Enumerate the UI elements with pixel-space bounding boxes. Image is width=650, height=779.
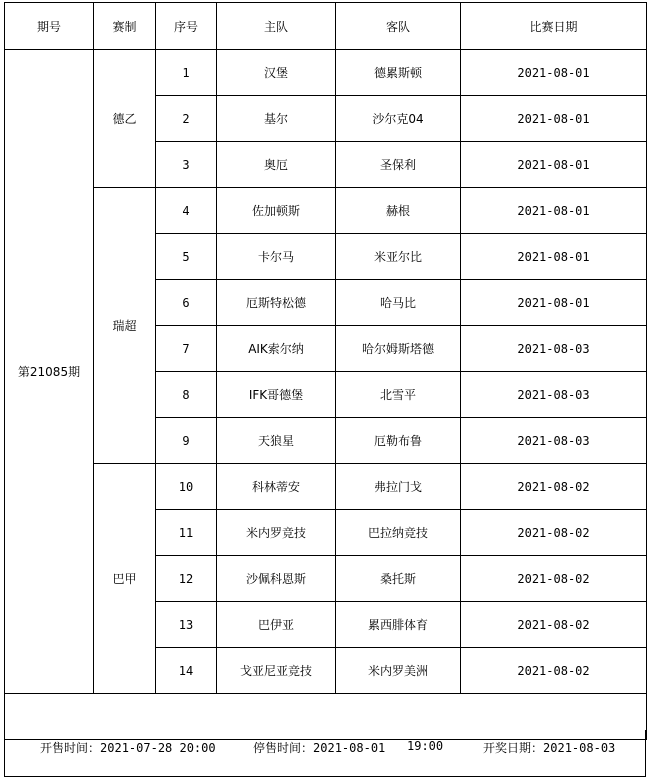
away-team-cell: 厄勒布鲁 [336, 418, 461, 464]
sale-stop-label: 停售时间： [253, 741, 314, 755]
away-team-cell: 圣保利 [336, 142, 461, 188]
home-team-cell: 奥厄 [217, 142, 336, 188]
seq-cell: 10 [156, 464, 217, 510]
sale-stop-info [253, 739, 385, 756]
away-team-cell: 累西腓体育 [336, 602, 461, 648]
match-date-cell: 2021-08-01 [461, 142, 647, 188]
home-team-cell: 科林蒂安 [217, 464, 336, 510]
sale-start-info [40, 739, 216, 756]
header-issue: 期号 [5, 3, 94, 50]
seq-cell: 2 [156, 96, 217, 142]
home-team-cell: 米内罗竞技 [217, 510, 336, 556]
seq-cell: 3 [156, 142, 217, 188]
home-team-cell: AIK索尔纳 [217, 326, 336, 372]
sale-info-footer [4, 730, 646, 777]
match-date-cell: 2021-08-02 [461, 510, 647, 556]
home-team-cell: 厄斯特松德 [217, 280, 336, 326]
issue-number-cell: 第21085期 [5, 50, 94, 694]
home-team-cell: IFK哥德堡 [217, 372, 336, 418]
sale-stop-time: 19:00 [407, 739, 444, 753]
home-team-cell: 戈亚尼亚竞技 [217, 648, 336, 694]
draw-date-value: 2021-08-03 [543, 741, 616, 755]
seq-cell: 11 [156, 510, 217, 556]
seq-cell: 9 [156, 418, 217, 464]
home-team-cell: 天狼星 [217, 418, 336, 464]
home-team-cell: 佐加顿斯 [217, 188, 336, 234]
match-date-cell: 2021-08-01 [461, 50, 647, 96]
seq-cell: 5 [156, 234, 217, 280]
sale-start-value: 2021-07-28 20:00 [100, 741, 216, 755]
away-team-cell: 赫根 [336, 188, 461, 234]
seq-cell: 1 [156, 50, 217, 96]
match-date-cell: 2021-08-02 [461, 648, 647, 694]
seq-cell: 4 [156, 188, 217, 234]
competition-cell: 巴甲 [94, 464, 156, 694]
match-date-cell: 2021-08-03 [461, 418, 647, 464]
competition-cell: 瑞超 [94, 188, 156, 464]
match-date-cell: 2021-08-01 [461, 96, 647, 142]
away-team-cell: 米内罗美洲 [336, 648, 461, 694]
table-row [5, 464, 647, 510]
header-away-team: 客队 [336, 3, 461, 50]
away-team-cell: 哈尔姆斯塔德 [336, 326, 461, 372]
match-date-cell: 2021-08-01 [461, 188, 647, 234]
match-date-cell: 2021-08-01 [461, 234, 647, 280]
home-team-cell: 巴伊亚 [217, 602, 336, 648]
away-team-cell: 弗拉门戈 [336, 464, 461, 510]
away-team-cell: 哈马比 [336, 280, 461, 326]
draw-date-label: 开奖日期： [483, 741, 544, 755]
header-competition: 赛制 [94, 3, 156, 50]
match-schedule-table [4, 2, 647, 740]
away-team-cell: 沙尔克04 [336, 96, 461, 142]
seq-cell: 6 [156, 280, 217, 326]
competition-cell: 德乙 [94, 50, 156, 188]
table-row [5, 188, 647, 234]
match-date-cell: 2021-08-02 [461, 602, 647, 648]
match-date-cell: 2021-08-01 [461, 280, 647, 326]
away-team-cell: 米亚尔比 [336, 234, 461, 280]
header-row [5, 3, 647, 50]
header-match-date: 比赛日期 [461, 3, 647, 50]
match-date-cell: 2021-08-03 [461, 372, 647, 418]
away-team-cell: 巴拉纳竞技 [336, 510, 461, 556]
draw-date-info [483, 739, 615, 756]
home-team-cell: 卡尔马 [217, 234, 336, 280]
match-date-cell: 2021-08-02 [461, 464, 647, 510]
seq-cell: 7 [156, 326, 217, 372]
seq-cell: 14 [156, 648, 217, 694]
match-date-cell: 2021-08-03 [461, 326, 647, 372]
away-team-cell: 德累斯顿 [336, 50, 461, 96]
match-date-cell: 2021-08-02 [461, 556, 647, 602]
home-team-cell: 沙佩科恩斯 [217, 556, 336, 602]
header-seq: 序号 [156, 3, 217, 50]
sale-stop-date: 2021-08-01 [313, 741, 386, 755]
sale-start-label: 开售时间： [40, 741, 101, 755]
schedule-sheet [4, 2, 646, 740]
away-team-cell: 北雪平 [336, 372, 461, 418]
seq-cell: 12 [156, 556, 217, 602]
home-team-cell: 汉堡 [217, 50, 336, 96]
away-team-cell: 桑托斯 [336, 556, 461, 602]
table-row [5, 50, 647, 96]
seq-cell: 13 [156, 602, 217, 648]
seq-cell: 8 [156, 372, 217, 418]
header-home-team: 主队 [217, 3, 336, 50]
home-team-cell: 基尔 [217, 96, 336, 142]
